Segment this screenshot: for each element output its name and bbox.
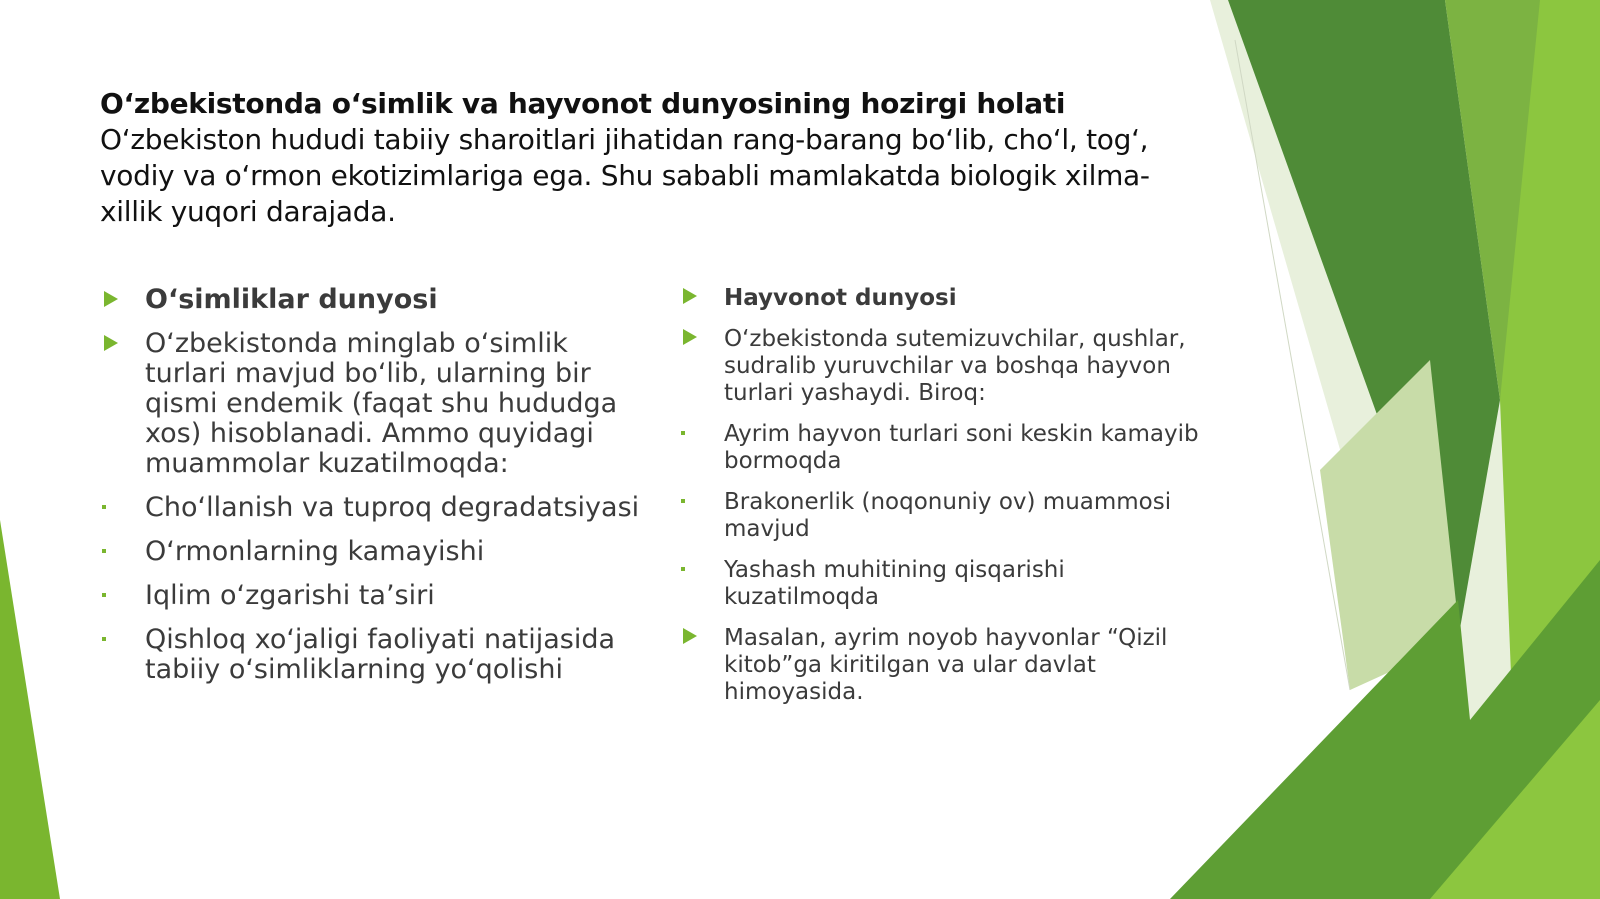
left-heading: O‘simliklar dunyosi xyxy=(145,284,438,315)
right-closing: Masalan, ayrim noyob hayvonlar “Qizil kitob”ga kiritilgan va ular davlat himoyasida. xyxy=(724,625,1168,705)
slide-intro: O‘zbekiston hududi tabiiy sharoitlari jihatidan rang-barang bo‘lib, cho‘l, tog‘, vodiy va o‘rmon ekotizimlariga ega. Shu sababli mamlakatda biologik xilma-xillik yuqori darajada. xyxy=(100,123,1150,228)
left-intro: O‘zbekistonda minglab o‘simlik turlari mavjud bo‘lib, ularning bir qismi endemik (faqat shu hududga xos) hisoblanadi. Ammo quyidagi muammolar kuzatilmoqda: xyxy=(145,328,618,479)
left-intro-item xyxy=(100,329,640,479)
arrow-bullet-icon xyxy=(683,628,697,644)
list-item xyxy=(679,557,1219,611)
list-item-text: Ayrim hayvon turlari soni keskin kamayib bormoqda xyxy=(724,421,1199,474)
list-item xyxy=(100,537,640,567)
list-item-text: Yashash muhitining qisqarishi kuzatilmoqda xyxy=(724,557,1065,610)
arrow-bullet-icon xyxy=(683,329,697,345)
dot-bullet-icon xyxy=(681,499,685,503)
dot-bullet-icon xyxy=(102,593,106,597)
arrow-bullet-icon xyxy=(104,291,118,307)
right-heading-item xyxy=(679,285,1219,312)
right-closing-item xyxy=(679,625,1219,706)
list-item xyxy=(100,493,640,523)
list-item xyxy=(100,581,640,611)
list-item-text: O‘rmonlarning kamayishi xyxy=(145,536,485,567)
list-item-text: Cho‘llanish va tuproq degradatsiyasi xyxy=(145,492,640,523)
slide-title: O‘zbekistonda o‘simlik va hayvonot dunyosining hozirgi holati xyxy=(100,87,1066,120)
right-heading: Hayvonot dunyosi xyxy=(724,285,957,311)
dot-bullet-icon xyxy=(102,637,106,641)
dot-bullet-icon xyxy=(102,505,106,509)
arrow-bullet-icon xyxy=(104,335,118,351)
arrow-bullet-icon xyxy=(683,288,697,304)
list-item xyxy=(679,421,1219,475)
list-item-text: Qishloq xo‘jaligi faoliyati natijasida tabiiy o‘simliklarning yo‘qolishi xyxy=(145,624,616,685)
list-item-text: Iqlim o‘zgarishi ta’siri xyxy=(145,580,435,611)
right-intro: O‘zbekistonda sutemizuvchilar, qushlar, sudralib yuruvchilar va boshqa hayvon turlari yashaydi. Biroq: xyxy=(724,326,1186,406)
left-heading-item xyxy=(100,285,640,315)
list-item xyxy=(679,489,1219,543)
slide-header xyxy=(100,86,1180,230)
list-item-text: Brakonerlik (noqonuniy ov) muammosi mavjud xyxy=(724,489,1172,542)
right-intro-item xyxy=(679,326,1219,407)
decor-left-bottom xyxy=(0,520,60,899)
dot-bullet-icon xyxy=(102,549,106,553)
right-column xyxy=(679,285,1219,720)
dot-bullet-icon xyxy=(681,431,685,435)
dot-bullet-icon xyxy=(681,567,685,571)
left-column xyxy=(100,285,640,699)
list-item xyxy=(100,625,640,685)
